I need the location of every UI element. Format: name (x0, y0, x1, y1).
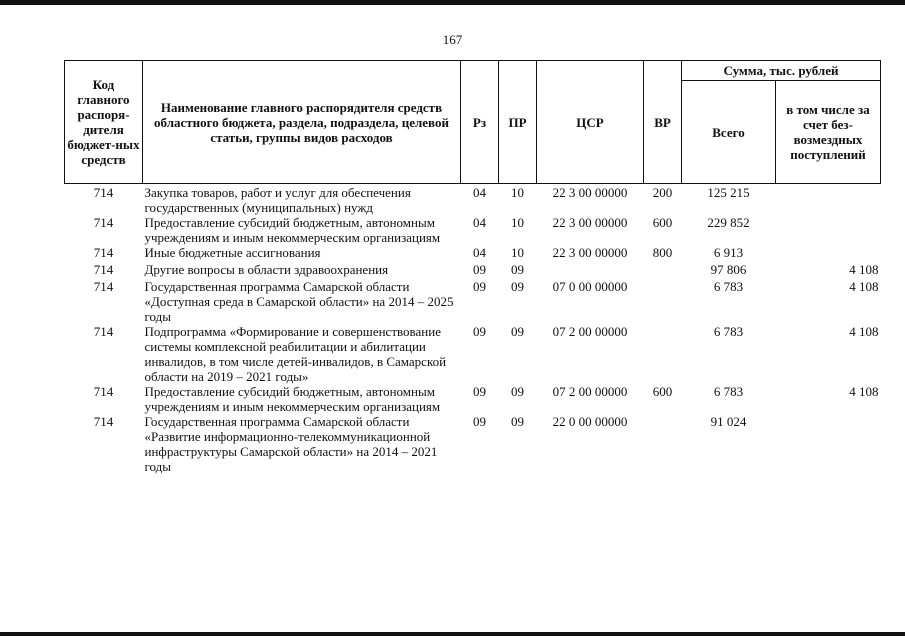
table-row (65, 184, 881, 216)
cell-total: 6 783 (713, 324, 744, 339)
table-row (65, 262, 881, 279)
cell-vr (644, 279, 682, 324)
cell-total: 229 852 (707, 215, 750, 230)
table-row (65, 279, 881, 324)
cell-code: 714 (93, 324, 114, 339)
cell-vr (644, 262, 682, 279)
cell-free (776, 184, 881, 216)
cell-pr: 10 (511, 245, 524, 260)
cell-vr: 600 (652, 215, 673, 230)
bottom-border (0, 632, 905, 636)
header-free: в том числе за счет без-возмездных поступлений (776, 81, 881, 184)
cell-name: Другие вопросы в области здравоохранения (144, 262, 389, 277)
cell-vr: 600 (652, 384, 673, 399)
cell-free (776, 245, 881, 262)
cell-total: 125 215 (707, 185, 750, 200)
header-csr: ЦСР (537, 61, 644, 184)
cell-rz: 09 (473, 384, 486, 399)
cell-csr: 07 2 00 00000 (552, 324, 628, 339)
cell-name: Государственная программа Самарской области «Развитие информационно-телекоммуникационной инфраструктуры Самарской области» на 2014 – 2021 годы (144, 414, 438, 474)
cell-code: 714 (93, 215, 114, 230)
table-row (65, 324, 881, 384)
cell-rz: 09 (473, 414, 486, 429)
cell-total: 6 783 (713, 384, 744, 399)
cell-code: 714 (93, 262, 114, 277)
cell-rz: 04 (473, 185, 486, 200)
cell-csr: 22 3 00 00000 (552, 185, 628, 200)
cell-free (776, 215, 881, 245)
cell-csr: 07 0 00 00000 (552, 279, 628, 294)
header-rz: Рз (461, 61, 499, 184)
cell-rz: 09 (473, 279, 486, 294)
table-row (65, 384, 881, 414)
cell-vr (644, 414, 682, 474)
cell-total: 6 783 (713, 279, 744, 294)
cell-name: Закупка товаров, работ и услуг для обеспечения государственных (муниципальных) нужд (144, 185, 411, 215)
header-total: Всего (682, 81, 776, 184)
header-name: Наименование главного распорядителя средств областного бюджета, раздела, подраздела, целевой статьи, группы видов расходов (143, 61, 461, 184)
cell-free (776, 414, 881, 474)
cell-rz: 04 (473, 245, 486, 260)
cell-csr: 22 0 00 00000 (552, 414, 628, 429)
header-sum: Сумма, тыс. рублей (682, 61, 881, 81)
cell-total: 91 024 (710, 414, 747, 429)
cell-csr: 22 3 00 00000 (552, 245, 628, 260)
table-row (65, 245, 881, 262)
table-body (65, 184, 881, 475)
page-number: 167 (442, 32, 463, 47)
cell-pr: 10 (511, 185, 524, 200)
cell-code: 714 (93, 245, 114, 260)
cell-code: 714 (93, 414, 114, 429)
cell-pr: 09 (511, 384, 524, 399)
cell-name: Подпрограмма «Формирование и совершенствование системы комплексной реабилитации и абилитации инвалидов, в том числе детей-инвалидов, в Самарской области на 2019 – 2021 годы» (144, 324, 447, 384)
cell-name: Предоставление субсидий бюджетным, автономным учреждениям и иным некоммерческим организациям (144, 215, 441, 245)
table-row (65, 215, 881, 245)
cell-pr: 10 (511, 215, 524, 230)
cell-rz: 09 (473, 324, 486, 339)
cell-name: Иные бюджетные ассигнования (144, 245, 321, 260)
cell-rz: 04 (473, 215, 486, 230)
cell-free: 4 108 (849, 262, 879, 277)
cell-csr: 22 3 00 00000 (552, 215, 628, 230)
cell-total: 97 806 (710, 262, 747, 277)
cell-vr: 200 (652, 185, 673, 200)
cell-pr: 09 (511, 414, 524, 429)
budget-table (64, 60, 881, 474)
cell-free: 4 108 (849, 384, 879, 399)
cell-code: 714 (93, 384, 114, 399)
header-vr: ВР (644, 61, 682, 184)
cell-rz: 09 (473, 262, 486, 277)
header-code: Код главного распоря-дителя бюджет-ных средств (65, 61, 143, 184)
cell-total: 6 913 (713, 245, 744, 260)
top-border (0, 0, 905, 5)
cell-csr (537, 262, 644, 279)
cell-free: 4 108 (849, 324, 879, 339)
cell-pr: 09 (511, 279, 524, 294)
cell-pr: 09 (511, 262, 524, 277)
cell-name: Предоставление субсидий бюджетным, автономным учреждениям и иным некоммерческим организациям (144, 384, 441, 414)
cell-code: 714 (93, 279, 114, 294)
cell-pr: 09 (511, 324, 524, 339)
header-pr: ПР (499, 61, 537, 184)
cell-vr: 800 (652, 245, 673, 260)
cell-free: 4 108 (849, 279, 879, 294)
cell-code: 714 (93, 185, 114, 200)
cell-name: Государственная программа Самарской области «Доступная среда в Самарской области» на 2014 – 2025 годы (144, 279, 454, 324)
table-row (65, 414, 881, 474)
cell-vr (644, 324, 682, 384)
cell-csr: 07 2 00 00000 (552, 384, 628, 399)
